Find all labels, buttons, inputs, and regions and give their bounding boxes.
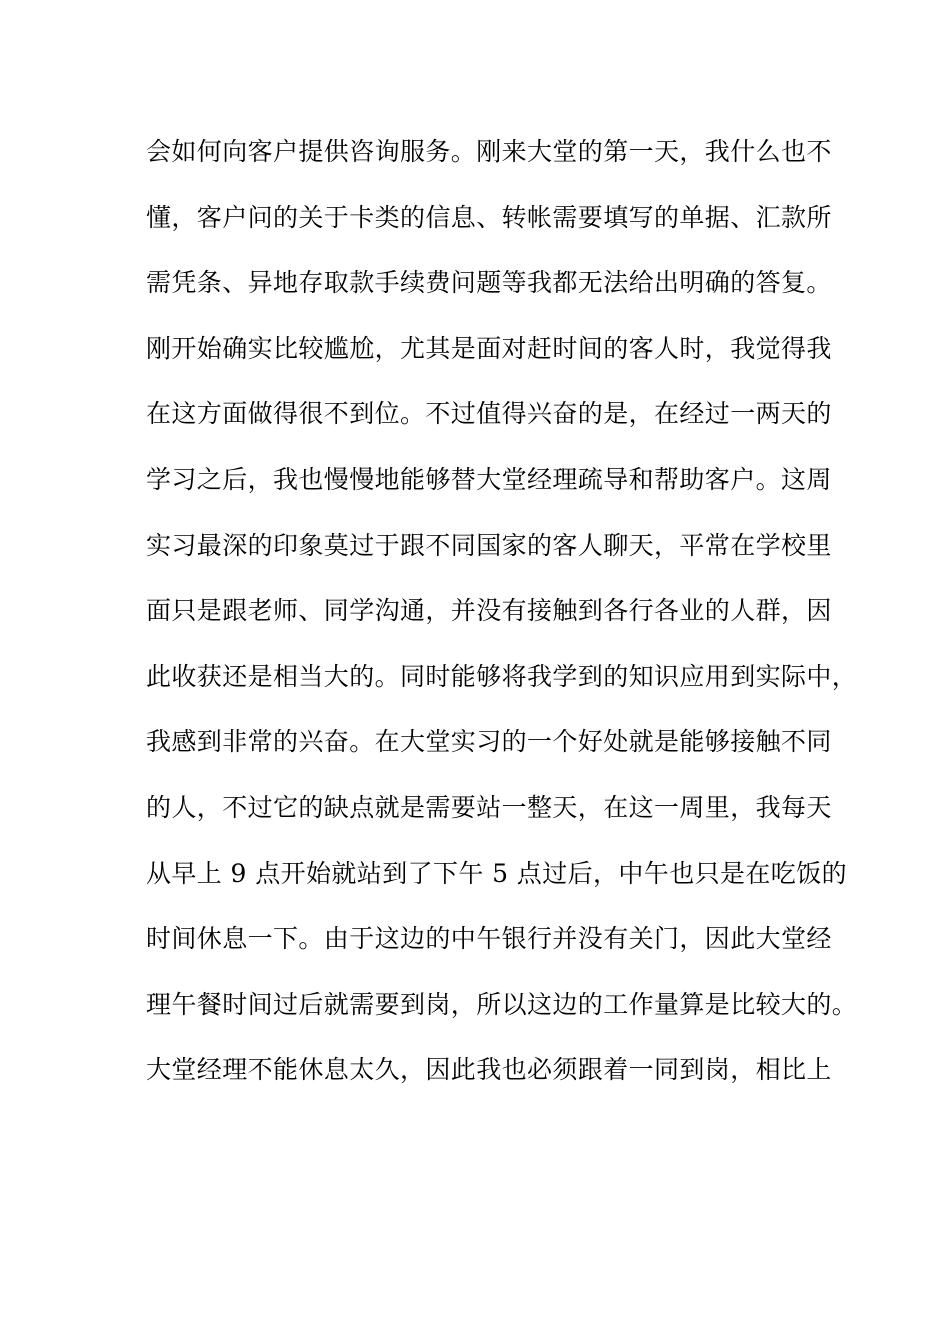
text-line: 实习最深的印象莫过于跟不同国家的客人聊天，平常在学校里 xyxy=(146,530,832,560)
text-line: 时间休息一下。由于这边的中午银行并没有关门，因此大堂经 xyxy=(146,924,832,954)
text-line: 我感到非常的兴奋。在大堂实习的一个好处就是能够接触不同 xyxy=(146,727,832,757)
body-text xyxy=(146,130,858,1114)
text-line: 懂，客户问的关于卡类的信息、转帐需要填写的单据、汇款所 xyxy=(146,202,832,232)
text-line: 的人，不过它的缺点就是需要站一整天，在这一周里，我每天 xyxy=(146,792,832,822)
text-line: 理午餐时间过后就需要到岗，所以这边的工作量算是比较大的。 xyxy=(146,989,858,1019)
text-line: 学习之后，我也慢慢地能够替大堂经理疏导和帮助客户。这周 xyxy=(146,464,832,494)
text-line: 在这方面做得很不到位。不过值得兴奋的是，在经过一两天的 xyxy=(146,399,832,429)
text-line: 此收获还是相当大的。同时能够将我学到的知识应用到实际中， xyxy=(146,661,858,691)
text-line: 大堂经理不能休息太久，因此我也必须跟着一同到岗，相比上 xyxy=(146,1055,832,1085)
text-line: 从早上 9 点开始就站到了下午 5 点过后，中午也只是在吃饭的 xyxy=(146,858,848,888)
text-line: 需凭条、异地存取款手续费问题等我都无法给出明确的答复。 xyxy=(146,268,832,298)
text-line: 面只是跟老师、同学沟通，并没有接触到各行各业的人群，因 xyxy=(146,596,832,626)
text-line: 刚开始确实比较尴尬，尤其是面对赶时间的客人时，我觉得我 xyxy=(146,333,832,363)
text-line: 会如何向客户提供咨询服务。刚来大堂的第一天，我什么也不 xyxy=(146,137,832,166)
